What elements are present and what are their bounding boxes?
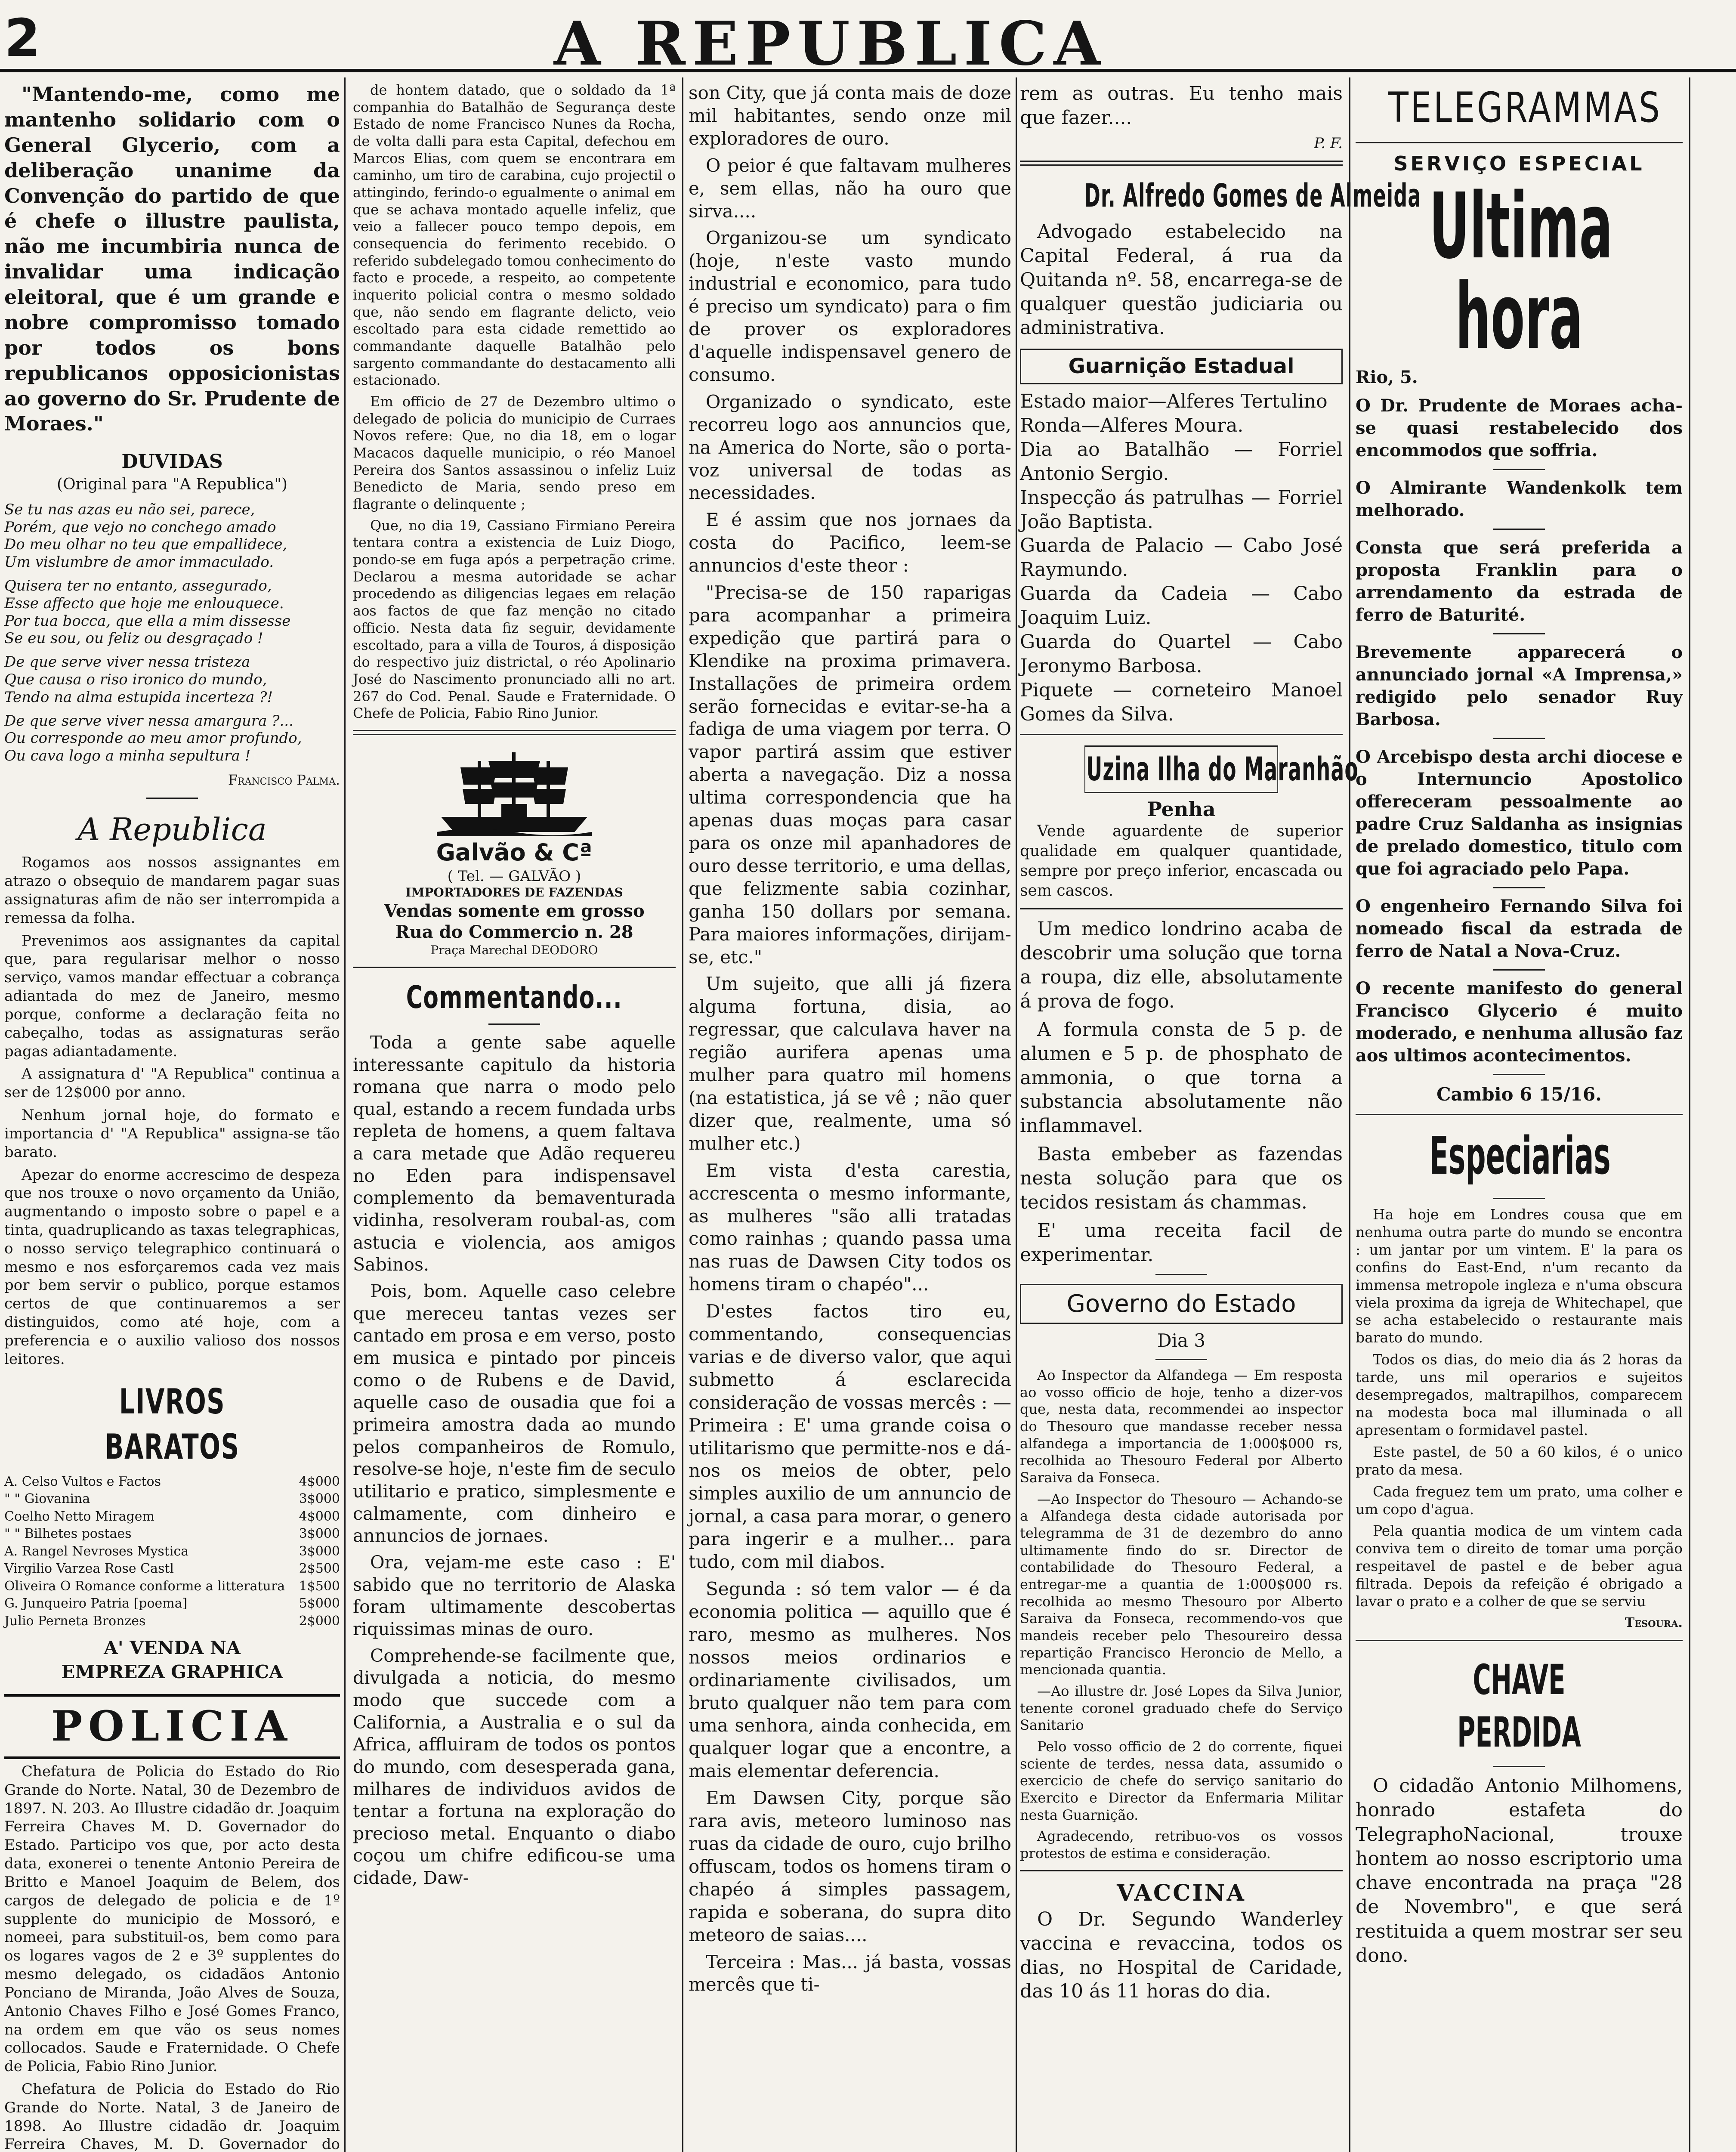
divider	[1493, 887, 1545, 888]
especiarias-signature: Tesoura.	[1625, 1615, 1683, 1630]
telegram-item: O Arcebispo desta archi diocese e o Internuncio Apostolico offereceram pessoalmente ao padre Cruz Saldanha as insignias de prelado domestico, titulo com que foi agraciado pelo Papa.	[1356, 747, 1683, 879]
paragraph: Organizou-se um syndicato (hoje, n'este vasto mundo industrial e economico, para tudo é preciso um syndicato) para o fim de prover os exploradores d'aquelle indispensavel genero de consumo.	[689, 227, 1011, 385]
ad-telegram: ( Tel. — GALVÃO )	[447, 867, 581, 885]
paragraph: D'estes factos tiro eu, commentando, consequencias varias e de diverso valor, que aqui submetto á esclarecida consideração de vossas mercês : — Primeira : E' uma grande coisa o utilitarismo que permitte-nos e dá-nos os meios de obter, pelo simples auxilio de um annuncio de jornal, a casa para morar, o genero para ingerir e a mulher... para tudo, com mil diabos.	[689, 1301, 1011, 1573]
poem-line: De que serve viver nessa amargura ?...	[4, 712, 293, 730]
book-item	[4, 1613, 340, 1630]
paragraph: Pois, bom. Aquelle caso celebre que mereceu tantas vezes ser cantado em prosa e em verso, posto em musica e pintado por pinceis como o de Rubens e de David, aquelle caso de ousadia que foi a primeira amostra dada ao mundo pelos companheiros de Romulo, resolve-se hoje, n'este fim de seculo utilitario e pratico, simplesmente e calmamente, com dinheiro e annuncios de jornaes.	[353, 1281, 676, 1546]
column-rule	[1016, 77, 1017, 2152]
divider	[353, 967, 676, 968]
book-item	[4, 1543, 340, 1561]
ad-line: IMPORTADORES DE FAZENDAS	[405, 885, 623, 900]
poem-line: Se eu sou, ou feliz ou desgraçado !	[4, 630, 263, 647]
ad-line: Vendas somente em grosso	[384, 900, 645, 921]
telegram-item: O Dr. Prudente de Moraes acha-se quasi restabelecido dos encommodos que soffria.	[1356, 396, 1683, 461]
divider	[1493, 633, 1545, 634]
poem-line: Porém, que vejo no conchego amado	[4, 518, 276, 536]
divider	[1020, 908, 1343, 909]
divider	[1155, 1359, 1207, 1360]
header-rule	[0, 69, 1736, 72]
policia-title: POLICIA	[4, 1694, 340, 1759]
divider	[1493, 1198, 1545, 1199]
chave-title: CHAVE PERDIDA	[1457, 1656, 1581, 1756]
garrison-line: Ronda—Alferes Moura.	[1020, 414, 1244, 437]
poem-line: Esse affecto que hoje me enlouquece.	[4, 594, 284, 612]
poem-line: Por tua bocca, que ella a mim dissesse	[4, 612, 291, 630]
book-item	[4, 1578, 340, 1595]
divider	[1356, 1640, 1683, 1641]
column-rule	[1689, 77, 1690, 2152]
paragraph: son City, que já conta mais de doze mil habitantes, sendo onze mil exploradores de ouro.	[689, 82, 1011, 149]
advertisement	[353, 744, 676, 958]
paragraph: Basta embeber as fazendas nesta solução para que os tecidos resistam ás chammas.	[1020, 1143, 1343, 1213]
poem-line: De que serve viver nessa tristeza	[4, 653, 250, 671]
paragraph: Este pastel, de 50 a 60 kilos, é o unico prato da mesa.	[1356, 1443, 1683, 1478]
column-rule	[1349, 77, 1350, 2152]
divider	[1020, 161, 1343, 166]
book-title: Coelho Netto Miragem	[4, 1509, 154, 1524]
book-item	[4, 1473, 340, 1491]
paragraph: Pela quantia modica de um vintem cada conviva tem o direito de tomar uma porção respeitavel de pastel e de beber agua filtrada. Depois da refeição é obrigado a lavar o prato e a colher de que se serviu	[1356, 1522, 1683, 1610]
book-price: 2$500	[299, 1561, 340, 1577]
paragraph: Um medico londrino acaba de descobrir uma solução que torna a roupa, diz elle, absolutamente á prova de fogo.	[1020, 918, 1343, 1012]
book-price: 4$000	[299, 1509, 340, 1524]
divider	[488, 1023, 540, 1025]
paragraph: Cada freguez tem um prato, uma colher e um copo d'agua.	[1356, 1483, 1683, 1518]
paragraph: Chefatura de Policia do Estado do Rio Grande do Norte. Natal, 30 de Dezembro de 1897. N. 203. Ao Illustre cidadão dr. Joaquim Ferreira Chaves M. D. Governador do Estado. Participo vos que, por acto desta data, exonerei o tenente Antonio Pereira de Britto e Manoel Joaquim de Belem, dos cargos de delegado de policia e de 1º supplente do municipio de Mossoró, e nomeei, para substituil-os, bem como para os logares vagos de 2 e 3º supplentes do mesmo delegado, os cidadãos Antonio Ponciano de Miranda, João Alves de Souza, Antonio Chaves Filho e José Gomes Franco, na ordem em que vão os seus nomes collocados. Saude e Fraternidade. O Chefe de Policia, Fabio Rino Junior.	[4, 1762, 340, 2075]
divider	[1356, 142, 1683, 143]
poem-title: DUVIDAS	[121, 451, 223, 473]
books-sale-place: EMPREZA GRAPHICA	[61, 1661, 283, 1682]
ship-icon	[437, 744, 592, 838]
telegram-item: O Almirante Wandenkolk tem melhorado.	[1356, 478, 1683, 521]
ad-line: Rua do Commercio n. 28	[395, 922, 633, 943]
paragraph: E é assim que nos jornaes da costa do Pacifico, leem-se annuncios d'este theor :	[689, 509, 1011, 576]
paragraph: Segunda : só tem valor — é da economia politica — aquillo que é raro, mesmo as mulheres. Nos nossos meios ordinarios e ordinariamente civilisados, um bruto qualquer não tem para com uma senhora, ainda conhecida, em qualquer logar que a encontre, a mais elementar deferencia.	[689, 1578, 1011, 1782]
book-title: " " Giovanina	[4, 1491, 90, 1507]
poem-line: Que causa o riso ironico do mundo,	[4, 671, 267, 689]
garrison-title: Guarnição Estadual	[1020, 349, 1343, 384]
book-price: 3$000	[299, 1491, 340, 1507]
books-title: LIVROS BARATOS	[105, 1381, 240, 1467]
paragraph: Rogamos aos nossos assignantes em atrazo o obsequio de mandarem pagar suas assignaturas afim de não ser interrompida a remessa da folha.	[4, 854, 340, 927]
page-header	[0, 0, 1736, 79]
uzina-title: Uzina Ilha do Maranhão	[1084, 745, 1278, 793]
divider	[1020, 734, 1343, 735]
lead-quote: "Mantendo-me, como me mantenho solidario com o General Glycerio, com a deliberação unanime da Convenção do partido de que é chefe o illustre paulista, não me incumbiria nunca de invalidar uma indicação eleitoral, que é um grande e nobre compromisso tomado por todos os bons republicanos opposicionistas ao governo do Sr. Prudente de Moraes."	[4, 83, 340, 436]
paragraph: Todos os dias, do meio dia ás 2 horas da tarde, uns mil operarios e sujeitos desempregados, maltrapilhos, comparecem na modesta boca mal illuminada o all apresentam o formidavel pastel.	[1356, 1351, 1683, 1438]
telegram-item: O recente manifesto do general Francisco Glycerio é muito moderado, e nenhuma allusão faz aos ultimos acontecimentos.	[1356, 978, 1683, 1066]
column-rule	[682, 77, 683, 2152]
garrison-line: Piquete — corneteiro Manoel Gomes da Silva.	[1020, 679, 1343, 725]
masthead: A REPUBLICA	[553, 9, 1108, 79]
poem-subtitle: (Original para "A Republica")	[56, 476, 287, 494]
paragraph: A formula consta de 5 p. de alumen e 5 p. de phosphato de ammonia, o que torna a substancia absolutamente não inflammavel.	[1020, 1018, 1343, 1137]
book-item	[4, 1508, 340, 1526]
poem-line: Ou cava logo a minha sepultura !	[4, 747, 251, 765]
poem-line: Ou corresponde ao meu amor profundo,	[4, 730, 302, 747]
poem-line: Um vislumbre de amor immaculado.	[4, 553, 274, 571]
paragraph: Prevenimos aos assignantes da capital que, para regularisar melhor o nosso serviço, vamos mandar effectuar a cobrança adiantada do mez de Janeiro, mesmo porque, conforme a declaração feita no cabeçalho, todas as assignaturas serão pagas adiantadamente.	[4, 932, 340, 1060]
poem-line: Do meu olhar no teu que empallidece,	[4, 536, 287, 553]
divider	[1493, 529, 1545, 530]
exchange-rate: Cambio 6 15/16.	[1436, 1084, 1602, 1105]
paragraph: Toda a gente sabe aquelle interessante capitulo da historia romana que narra o modo pelo qual, estando a recem fundada urbs repleta de homens, a quem faltava a cara metade que Adão requereu no Eden para indispensavel complemento da bemaventurada vidinha, resolveram roubal-as, com astucia e violencia, aos amigos Sabinos.	[353, 1032, 676, 1275]
paragraph: Ora, vejam-me este caso : E' sabido que no territorio de Alaska foram ultimamente descobertas riquissimas minas de ouro.	[353, 1552, 676, 1639]
paragraph: —Ao illustre dr. José Lopes da Silva Junior, tenente coronel graduado chefe do Serviço Sanitario	[1020, 1683, 1343, 1734]
telegram-item: O engenheiro Fernando Silva foi nomeado fiscal da estrada de ferro de Natal a Nova-Cruz.	[1356, 896, 1683, 962]
paragraph: E' uma receita facil de experimentar.	[1020, 1219, 1343, 1266]
book-price: 2$000	[299, 1613, 340, 1629]
gov-body	[1020, 1367, 1343, 1862]
garrison-line: Dia ao Batalhão — Forriel Antonio Sergio.	[1020, 438, 1343, 485]
book-title: " " Bilhetes postaes	[4, 1526, 132, 1542]
book-title: A. Celso Vultos e Factos	[4, 1474, 161, 1489]
gov-day: Dia 3	[1157, 1330, 1206, 1351]
telegrams-subtitle: SERVIÇO ESPECIAL	[1393, 152, 1645, 175]
book-item	[4, 1525, 340, 1543]
paragraph: —Ao Inspector do Thesouro — Achando-se a Alfandega desta cidade autorisada por telegramma de 31 de dezembro do anno ultimamente findo do sr. Director de contabilidade do Thesouro Federal, a entregar-me a quantia de 1:000$000 rs. recolhida ao mesmo Thesouro por Alberto Saraiva da Fonseca, recommendo-vos que mandeis receber pelo Thesoureiro dessa repartição Francisco Heroncio de Mello, a mencionada quantia.	[1020, 1490, 1343, 1678]
paragraph: Terceira : Mas... já basta, vossas mercês que ti-	[689, 1951, 1011, 1995]
book-title: Julio Perneta Bronzes	[4, 1613, 146, 1629]
divider	[353, 730, 676, 735]
poem-line: Se tu nas azas eu não sei, parece,	[4, 501, 255, 518]
garrison-line: Inspecção ás patrulhas — Forriel João Baptista.	[1020, 486, 1343, 533]
divider	[1493, 1766, 1545, 1767]
book-title: A. Rangel Nevroses Mystica	[4, 1543, 189, 1559]
paragraph: Nenhum jornal hoje, do formato e importancia d' "A Republica" assigna-se tão barato.	[4, 1107, 340, 1161]
signature: P. F.	[1314, 134, 1343, 152]
book-title: G. Junqueiro Patria [poema]	[4, 1596, 188, 1611]
commentando-body	[353, 1032, 676, 1889]
telegram-item: Brevemente apparecerá o annunciado jornal «A Imprensa,» redigido pelo senador Ruy Barbosa.	[1356, 642, 1683, 730]
divider	[1356, 1114, 1683, 1115]
paragraph: O Dr. Segundo Wanderley vaccina e revaccina, todos os dias, no Hospital de Caridade, das 10 ás 11 horas do dia.	[1020, 1908, 1343, 2003]
paragraph: O cidadão Antonio Milhomens, honrado estafeta do TelegraphoNacional, trouxe hontem ao nosso escriptorio uma chave encontrada na praça "28 de Novembro", e que será restituida a quem mostrar ser seu dono.	[1356, 1775, 1683, 1967]
especiarias-body	[1356, 1206, 1683, 1611]
garrison-line: Guarda de Palacio — Cabo José Raymundo.	[1020, 535, 1343, 581]
book-price: 3$000	[299, 1526, 340, 1542]
telegram-place: Rio, 5.	[1356, 367, 1418, 388]
paragraph: Agradecendo, retribuo-vos os vossos protestos de estima e consideração.	[1020, 1828, 1343, 1862]
book-title: Virgilio Varzea Rose Castl	[4, 1561, 174, 1577]
divider	[1155, 1274, 1207, 1275]
paragraph: Comprehende-se facilmente que, divulgada a noticia, do mesmo modo que succede com a California, a Australia e o sul da Africa, affluiram de todos os pontos do mundo, com desesperada gana, milhares de individuos avidos de tentar a fortuna na exploração do precioso metal. Enquanto o diabo coçou um chifre edificou-se uma cidade, Daw-	[353, 1645, 676, 1889]
divider	[1493, 969, 1545, 971]
paragraph: A assignatura d' "A Republica" continua a ser de 12$000 por anno.	[4, 1065, 340, 1101]
paragraph: O peior é que faltavam mulheres e, sem ellas, não ha ouro que sirva....	[689, 155, 1011, 222]
book-price: 1$500	[299, 1578, 340, 1594]
column-5	[1356, 82, 1683, 2152]
paragraph: Em officio de 27 de Dezembro ultimo o delegado de policia do municipio de Curraes Novos refere: Que, no dia 18, em o logar Macacos daquelle municipio, o réo Manoel Pereira dos Santos assassinou o infeliz Luiz Benedicto de Maria, sendo preso em flagrante o delinquente ;	[353, 393, 676, 513]
uzina-subtitle: Penha	[1147, 797, 1216, 821]
especiarias-title: Especiarias	[1429, 1126, 1611, 1186]
divider	[1020, 1870, 1343, 1871]
poem-line: Quisera ter no entanto, assegurado,	[4, 577, 272, 595]
gov-title: Governo do Estado	[1020, 1284, 1343, 1324]
book-item	[4, 1595, 340, 1613]
poem-body	[4, 501, 340, 765]
paragraph: Em vista d'esta carestia, accrescenta o mesmo informante, as mulheres "são alli tratadas como rainhas ; quando passa uma nas ruas de Dawsen City todos os homens tiram o chapéo"...	[689, 1159, 1011, 1295]
paragraph: Que, no dia 19, Cassiano Firmiano Pereira tentara contra a existencia de Luiz Diogo, pondo-se em fuga após a perpetração crime. Declarou a mesma autoridade se achar procedendo as diligencias legaes em relação aos factos de que faz menção no citado officio. Nesta data fiz seguir, devidamente escoltado, para a villa de Touros, á disposição do respectivo juiz districtal, o réo Apolinario José do Nascimento pronunciado alli no art. 267 do Cod. Penal. Saude e Fraternidade. O Chefe de Policia, Fabio Rino Junior.	[353, 517, 676, 722]
paragraph: Ha hoje em Londres cousa que em nenhuma outra parte do mundo se encontra : um jantar por um vintem. E' la para os confins do East-End, n'um recanto da immensa metropole ingleza e n'uma obscura viela proxima da igreja de Whitechapel, que se acha estabelecido o restaurante mais barato do mundo.	[1356, 1206, 1683, 1346]
poem-line: Tendo na alma estupida incerteza ?!	[4, 688, 273, 706]
book-item	[4, 1490, 340, 1508]
paragraph: rem as outras. Eu tenho mais que fazer....	[1020, 83, 1343, 129]
divider	[146, 798, 198, 799]
book-item	[4, 1560, 340, 1578]
lawyer-name: Dr. Alfredo Gomes de Almeida	[1084, 177, 1421, 214]
book-price: 5$000	[299, 1596, 340, 1611]
garrison-list	[1020, 390, 1343, 726]
paragraph: Chefatura de Policia do Estado do Rio Grande do Norte. Natal, 3 de Janeiro de 1898. Ao Illustre cidadão dr. Joaquim Ferreira Chaves, M. D. Governador do	[4, 2080, 340, 2152]
paragraph: de hontem datado, que o soldado da 1ª companhia do Batalhão de Segurança deste Estado de nome Francisco Nunes da Rocha, de volta dalli para esta Capital, defechou em Marcos Elias, com quem se encontrara em caminho, um tiro de carabina, cujo projectil o attingindo, ferindo-o egualmente o animal em que se achava montado aquelle infeliz, que veio a fallecer pouco tempo depois, em consequencia do ferimento recebido. O referido subdelegado tomou conhecimento do facto e procede, a respeito, ao competente inquerito policial contra o mesmo soldado que, não sendo em flagrante delicto, veio escoltado para esta cidade remettido ao commandante daquelle Batalhão pelo sargento commandante do destacamento alli estacionado.	[353, 82, 676, 389]
column-3	[689, 82, 1011, 2152]
commentando-title: Commentando...	[406, 979, 623, 1015]
paragraph: Organizado o syndicato, este recorreu logo aos annuncios que, na America do Norte, são o porta-voz universal de todas as necessidades.	[689, 391, 1011, 504]
garrison-line: Guarda do Quartel — Cabo Jeronymo Barbosa.	[1020, 631, 1343, 677]
book-price: 4$000	[299, 1474, 340, 1489]
section-body	[4, 853, 340, 1368]
column-1	[4, 82, 340, 2152]
page-number: 2	[4, 9, 40, 68]
poem-author: Francisco Palma.	[228, 772, 340, 788]
telegram-item: Consta que será preferida a proposta Franklin para o arrendamento da estrada de ferro de Baturité.	[1356, 538, 1683, 625]
books-sale: A' VENDA NA	[104, 1637, 241, 1659]
ad-company-name: Galvão & Cª	[436, 838, 593, 866]
garrison-line: Estado maior—Alferes Tertulino	[1020, 390, 1328, 413]
paragraph: Apezar do enorme accrescimo de despeza que nos trouxe o novo orçamento da União, augmentando o imposto sobre o papel e a tinta, quadruplicando as taxas telegraphicas, o nosso serviço telegraphico continuará o mesmo e nos esforçaremos cada vez mais por bem servir o publico, porque estamos certos de que continuaremos a ser distinguidos, como até hoje, com a preferencia e o auxilio valioso dos nossos leitores.	[4, 1166, 340, 1368]
paragraph: Um sujeito, que alli já fizera alguma fortuna, disia, ao regressar, que calculava haver na região aurifera apenas uma mulher para quatro mil homens (na estatistica, já se vê ; não quer dizer que, realmente, uma só mulher etc.)	[689, 973, 1011, 1154]
divider	[1493, 738, 1545, 739]
book-title: Oliveira O Romance conforme a litteratura	[4, 1578, 285, 1594]
ultima-hora-title: Ultima hora	[1429, 173, 1613, 370]
column-2	[353, 82, 676, 2152]
paragraph: Em Dawsen City, porque são rara avis, meteoro luminoso nas ruas da cidade de ouro, cujo brilho offuscam, todos os homens tiram o chapéo á simples passagem, rapida e soberana, do supra dito meteoro de saias....	[689, 1787, 1011, 1945]
ad-line: Praça Marechal DEODORO	[430, 943, 598, 957]
vaccina-title: VACCINA	[1117, 1880, 1246, 1906]
paragraph: "Precisa-se de 150 raparigas para acompanhar a primeira expedição que partirá para o Klendike na proxima primavera. Installações de primeira ordem serão fornecidas e evitar-se-ha a fadiga de uma viagem por terra. O vapor partirá assim que estiver aberta a navegação. Diz a nossa ultima correspondencia que ha apenas duas moças para casar para os onze mil apanhadores de ouro desse territorio, e uma dellas, que felizmente sabia cozinhar, ganha 150 dollars por semana. Para maiores informações, dirijam-se, etc."	[689, 582, 1011, 968]
divider	[1493, 469, 1545, 470]
column-rule	[344, 77, 346, 2152]
paragraph: Vende aguardente de superior qualidade em qualquer quantidade, sempre por preço inferior, encascada ou sem cascos.	[1020, 822, 1343, 900]
telegrams-title: TELEGRAMMAS	[1388, 83, 1662, 132]
divider	[1493, 1074, 1545, 1075]
policia-body	[4, 1762, 340, 2152]
books-list	[4, 1473, 340, 1630]
paragraph: Advogado estabelecido na Capital Federal, á rua da Quitanda nº. 58, encarrega-se de qualquer questão judiciaria ou administrativa.	[1020, 220, 1343, 339]
paragraph: Pelo vosso officio de 2 do corrente, fiquei sciente de terdes, nessa data, assumido o exercicio de chefe do serviço sanitario do Exercito e Director da Enfermaria Militar nesta Guarnição.	[1020, 1738, 1343, 1823]
section-title: A Republica	[77, 811, 267, 848]
book-price: 3$000	[299, 1543, 340, 1559]
garrison-line: Guarda da Cadeia — Cabo Joaquim Luiz.	[1020, 583, 1343, 629]
paragraph: Ao Inspector da Alfandega — Em resposta ao vosso officio de hoje, tenho a dizer-vos que, nesta data, recommendei ao inspector do Thesouro que mandasse receber nessa alfandega a importancia de 1:000$000 rs, recolhida ao Thesouro Federal por Alberto Saraiva da Fonseca.	[1020, 1367, 1343, 1486]
